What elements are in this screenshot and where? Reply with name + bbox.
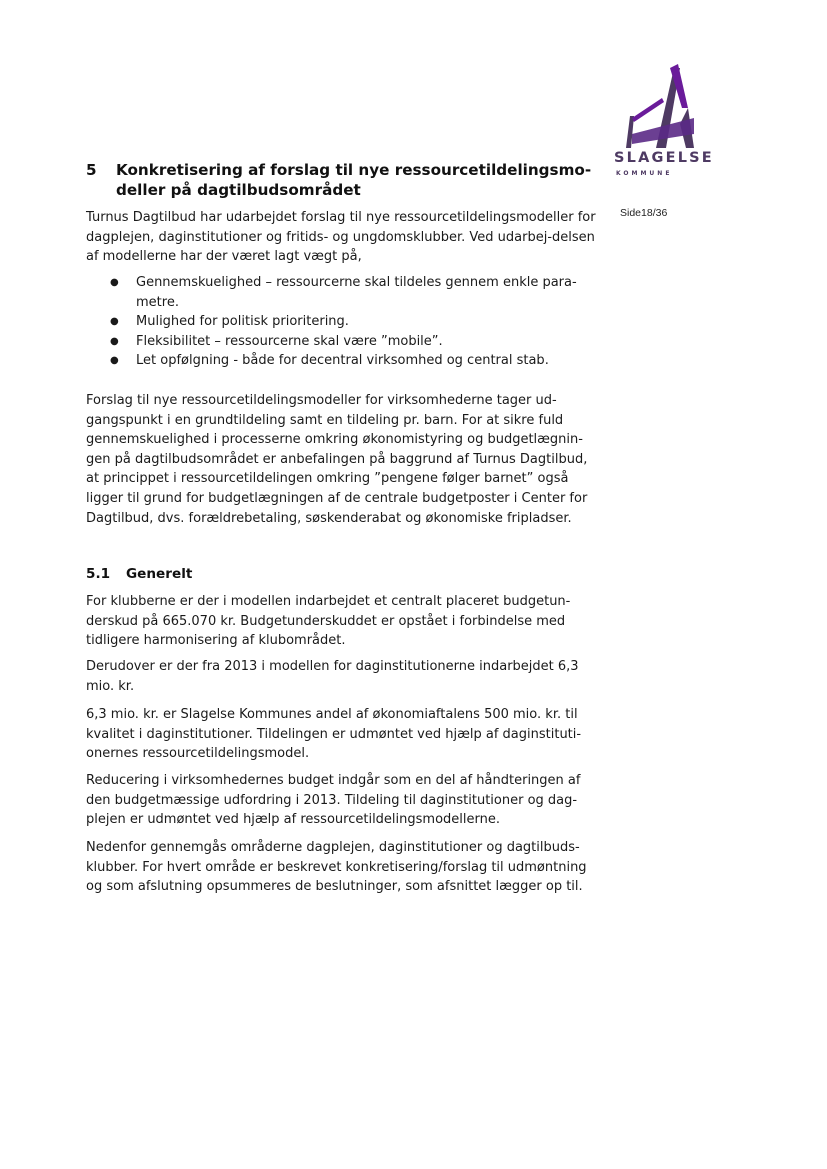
- page-number: Side18/36: [620, 207, 668, 219]
- paragraph-klubber: For klubberne er der i modellen indarbejdet et centralt placeret budgetun-derskud på 665.070 kr. Budgetunderskuddet er opstået i forbindelse med tidligere harmonisering af klubområdet.: [86, 594, 571, 649]
- intro-paragraph: Turnus Dagtilbud har udarbejdet forslag til nye ressourcetildelingsmodeller for dagplejen, daginstitutioner og fritids- og ungdomsklubber. Ved udarbej-delsen af modellerne har der været lagt vægt på,: [86, 210, 596, 265]
- list-item: ● Let opfølgning - både for decentral virksomhed og central stab.: [86, 351, 600, 371]
- bullet-icon: ●: [110, 335, 119, 347]
- list-item: ● Fleksibilitet – ressourcerne skal være ”mobile”.: [86, 332, 600, 352]
- body-paragraph: Forslag til nye ressourcetildelingsmodeller for virksomhederne tager ud-gangspunkt i en grundtildeling samt en tildeling pr. barn. For at sikre fuld gennemskuelighed i processerne omkring økonomistyring og budgetlægnin-gen på dagtilbudsområdet er anbefalingen på baggrund af Turnus Dagtilbud, at princippet i ressourcetildelingen omkring ”pengene følger barnet” også ligger til grund for budgetlægningen af de centrale budgetposter i Center for Dagtilbud, dvs. forældrebetaling, søskenderabat og økonomiske fripladser.: [86, 393, 588, 526]
- list-item: ● Gennemskuelighed – ressourcerne skal tildeles gennem enkle para-metre.: [110, 275, 577, 310]
- paragraph-derudover: Derudover er der fra 2013 i modellen for daginstitutionerne indarbejdet 6,3 mio. kr.: [86, 659, 579, 694]
- bridge-logo-icon: [618, 64, 698, 148]
- criteria-list: [86, 273, 600, 371]
- paragraph-reducering: Reducering i virksomhedernes budget indgår som en del af håndteringen af den budgetmæssige udfordring i 2013. Tildeling til daginstitutioner og dag-plejen er udmøntet ved hjælp af ressourcetildelingsmodellerne.: [86, 773, 581, 828]
- logo-subtitle: KOMMUNE: [616, 170, 673, 177]
- section-title: Konkretisering af forslag til nye ressourcetildelingsmo-deller på dagtilbudsområdet: [116, 161, 592, 199]
- logo-name: SLAGELSE: [614, 150, 714, 166]
- slagelse-logo: [614, 64, 714, 184]
- bullet-icon: ●: [110, 277, 119, 288]
- subsection-number: 5.1: [86, 566, 111, 582]
- paragraph-nedenfor: Nedenfor gennemgås områderne dagplejen, daginstitutioner og dagtilbuds-klubber. For hvert område er beskrevet konkretisering/forslag til udmøntning og som afslutning opsummeres de beslutninger, som afsnittet lægger op til.: [86, 840, 587, 895]
- subsection-title: Generelt: [126, 566, 193, 582]
- list-item: ● Mulighed for politisk prioritering.: [86, 312, 600, 332]
- bullet-icon: ●: [110, 355, 119, 367]
- paragraph-andel: 6,3 mio. kr. er Slagelse Kommunes andel af økonomiaftalens 500 mio. kr. til kvalitet i daginstitutioner. Tildelingen er udmøntet ved hjælp af daginstituti-onernes ressourcetildelingsmodel.: [86, 707, 582, 762]
- bullet-icon: ●: [110, 316, 119, 328]
- section-number: 5: [86, 161, 97, 179]
